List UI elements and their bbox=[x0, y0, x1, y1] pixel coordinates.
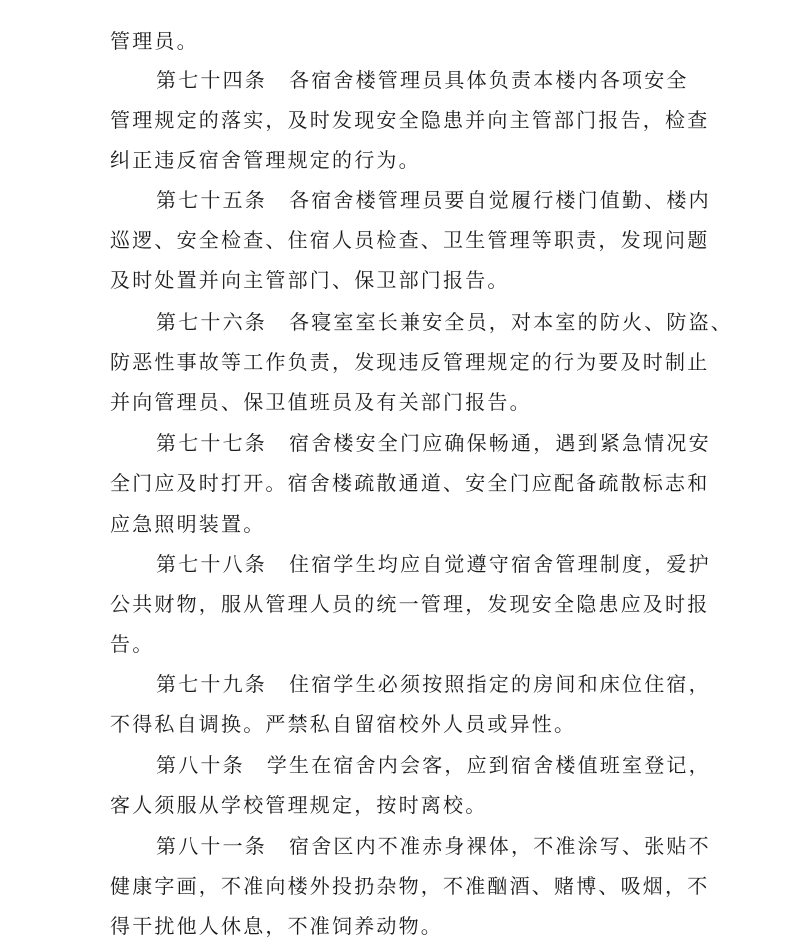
article-number: 第七十八条 bbox=[156, 552, 267, 576]
article-74-line-2: 管理规定的落实，及时发现安全隐患并向主管部门报告，检查 bbox=[110, 108, 710, 132]
article-81-line-2: 健康字画，不准向楼外投扔杂物，不准酗酒、赌博、吸烟，不 bbox=[110, 874, 710, 898]
article-81-line-3: 得干扰他人休息，不准饲养动物。 bbox=[110, 914, 443, 938]
article-78-line-1 bbox=[156, 550, 711, 578]
article-76-line-1 bbox=[156, 308, 733, 336]
article-76-line-2: 防恶性事故等工作负责，发现违反管理规定的行为要及时制止 bbox=[110, 350, 710, 374]
article-79-line-2: 不得私自调换。严禁私自留宿校外人员或异性。 bbox=[110, 712, 577, 736]
article-74-line-1 bbox=[156, 66, 689, 94]
article-75-line-1 bbox=[156, 186, 711, 214]
article-text: 住宿学生必须按照指定的房间和床位住宿， bbox=[289, 672, 711, 696]
article-79-line-1 bbox=[156, 670, 711, 698]
article-number: 第七十九条 bbox=[156, 672, 267, 696]
article-78-line-2: 公共财物，服从管理人员的统一管理，发现安全隐患应及时报 bbox=[110, 592, 710, 616]
article-number: 第七十四条 bbox=[156, 68, 267, 92]
article-text: 住宿学生均应自觉遵守宿舍管理制度，爱护 bbox=[289, 552, 711, 576]
article-text: 各宿舍楼管理员要自觉履行楼门值勤、楼内 bbox=[289, 188, 711, 212]
article-number: 第八十一条 bbox=[156, 834, 267, 858]
article-77-line-1 bbox=[156, 429, 711, 457]
article-text: 宿舍楼安全门应确保畅通，遇到紧急情况安 bbox=[289, 431, 711, 455]
article-number: 第八十条 bbox=[156, 753, 245, 777]
article-text: 各宿舍楼管理员具体负责本楼内各项安全 bbox=[289, 68, 689, 92]
article-80-line-1 bbox=[156, 751, 711, 779]
article-number: 第七十六条 bbox=[156, 310, 267, 334]
article-number: 第七十五条 bbox=[156, 188, 267, 212]
article-75-line-3: 及时处置并向主管部门、保卫部门报告。 bbox=[110, 268, 510, 292]
article-77-line-2: 全门应及时打开。宿舍楼疏散通道、安全门应配备疏散标志和 bbox=[110, 471, 710, 495]
article-76-line-3: 并向管理员、保卫值班员及有关部门报告。 bbox=[110, 390, 532, 414]
article-text: 学生在宿舍内会客，应到宿舍楼值班室登记， bbox=[266, 753, 711, 777]
article-78-line-3: 告。 bbox=[110, 632, 155, 656]
article-text: 宿舍区内不准赤身裸体，不准涂写、张贴不 bbox=[289, 834, 711, 858]
article-number: 第七十七条 bbox=[156, 431, 267, 455]
intro-line: 管理员。 bbox=[110, 29, 199, 53]
article-81-line-1 bbox=[156, 832, 711, 860]
article-text: 各寝室室长兼安全员，对本室的防火、防盗、 bbox=[289, 310, 733, 334]
article-77-line-3: 应急照明装置。 bbox=[110, 512, 266, 536]
article-80-line-2: 客人须服从学校管理规定，按时离校。 bbox=[110, 793, 488, 817]
article-75-line-2: 巡逻、安全检查、住宿人员检查、卫生管理等职责，发现问题 bbox=[110, 228, 710, 252]
article-74-line-3: 纠正违反宿舍管理规定的行为。 bbox=[110, 148, 421, 172]
